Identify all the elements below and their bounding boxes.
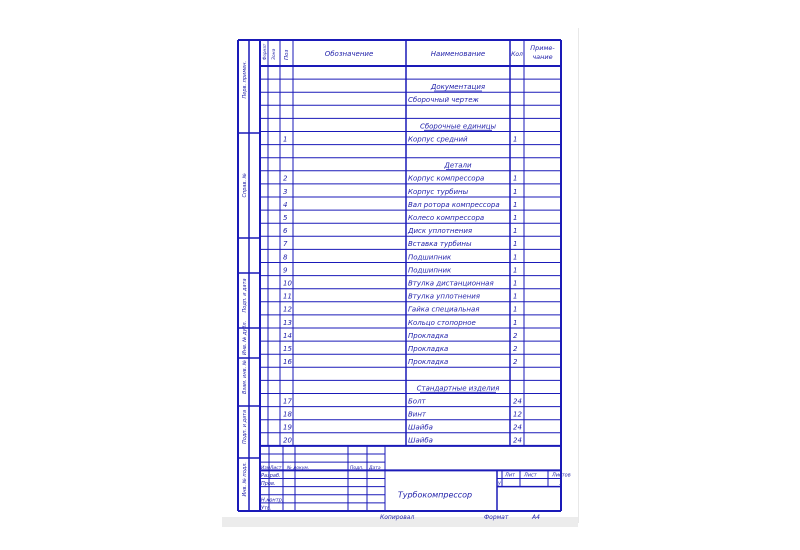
row-qty: 2 [513,358,518,367]
tb-sign: Подп. [350,465,364,471]
row-name: Шайба [408,423,433,432]
row-name: Корпус компрессора [408,174,485,183]
row-qty: 2 [513,345,518,353]
row-name: Гайка специальная [408,305,480,314]
side-label: Инв. № дубл. [242,320,248,355]
row-pos: 20 [283,436,292,445]
row-pos: 5 [283,214,288,222]
tb-sheets: Листов [552,472,571,479]
tb-utv: Утв. [261,505,272,512]
tb-izm: Изм [261,465,271,471]
header-note: чание [532,53,553,61]
row-pos: 17 [283,397,292,406]
row-qty: 1 [513,200,518,209]
header-pos: Поз [284,49,290,60]
row-name: Прокладка [408,358,449,367]
tb-lit-value: у [498,480,501,487]
row-name: Прокладка [408,345,449,353]
row-qty: 1 [513,292,518,301]
row-qty: 1 [513,253,518,262]
row-pos: 14 [283,331,292,340]
row-pos: 15 [283,345,292,353]
side-label: Взам. инв. № [242,360,248,394]
row-qty: 1 [513,227,518,236]
row-qty: 24 [513,397,522,406]
tb-nkontr: Н.контр. [261,497,284,504]
row-qty: 1 [513,135,518,144]
row-qty: 1 [513,214,518,222]
row-name: Втулка дистанционная [408,279,494,288]
tb-sheets-value: 1 [559,480,563,487]
row-pos: 9 [283,266,288,275]
tb-list: Лист [270,465,282,471]
row-name: Шайба [408,436,433,445]
tb-prov: Пров. [261,481,276,488]
header-qty: Кол [511,51,523,58]
row-qty: 1 [513,240,518,249]
footer-copied: Копировал [380,514,415,521]
row-qty: 1 [513,305,518,314]
row-pos: 7 [283,240,288,249]
row-pos: 12 [283,305,292,314]
row-pos: 1 [283,135,288,144]
row-pos: 6 [283,227,288,236]
row-name: Прокладка [408,331,449,340]
row-qty: 1 [513,187,518,196]
section-title: Документация [430,83,486,91]
row-pos: 13 [283,318,292,327]
row-name: Кольцо стопорное [408,318,476,327]
row-pos: 3 [283,187,288,196]
header-note: Приме- [530,44,555,52]
footer-format: Формат [484,514,509,521]
side-label: Перв. примен. [242,60,248,99]
side-label: Подп. и дата [242,409,248,444]
row-qty: 1 [513,318,518,327]
side-label: Инв. № подл. [242,462,248,497]
row-qty: 1 [513,279,518,288]
row-qty: 2 [513,331,518,340]
row-pos: 19 [283,423,292,432]
row-name: Сборочный чертеж [408,96,479,105]
row-qty: 24 [513,436,522,445]
tb-doc: № докум. [287,465,310,471]
tb-razrab: Разраб. [261,472,281,479]
row-name: Вал ротора компрессора [408,200,500,209]
row-pos: 10 [283,279,292,288]
row-qty: 12 [513,410,522,419]
tb-date: Дата [369,465,381,471]
row-pos: 8 [283,253,288,262]
row-name: Подшипник [408,253,452,262]
row-pos: 11 [283,292,292,301]
section-title: Детали [444,161,472,170]
row-name: Колесо компрессора [408,214,485,222]
row-qty: 1 [513,266,518,275]
row-pos: 18 [283,410,292,419]
section-title: Сборочные единицы [419,122,497,131]
tb-sheet: Лист [524,472,537,479]
header-format: Формат [262,43,267,60]
row-name: Корпус турбины [408,187,469,196]
row-qty: 1 [513,174,518,183]
header-designation: Обозначение [324,50,374,58]
row-pos: 16 [283,358,292,367]
tb-title: Турбокомпрессор [397,490,473,500]
row-pos: 4 [283,200,288,209]
side-label: Подп. и дата [242,278,248,313]
tb-lit: Лит [505,472,515,479]
section-title: Стандартные изделия [416,384,500,393]
header-zone: Зона [272,48,277,60]
row-name: Корпус средний [408,135,468,144]
row-qty: 24 [513,423,522,432]
row-name: Диск уплотнения [408,227,473,236]
footer-format-value: А4 [532,514,540,521]
bottom-strip [222,514,578,527]
row-name: Болт [408,397,426,406]
row-name: Вставка турбины [408,240,472,249]
row-name: Подшипник [408,266,452,275]
row-pos: 2 [283,174,288,183]
row-name: Винт [408,410,427,419]
spec-sheet [222,28,579,523]
row-name: Втулка уплотнения [408,292,481,301]
drawing-frame [222,28,578,523]
header-name: Наименование [430,50,486,58]
side-label: Справ. № [242,173,248,198]
